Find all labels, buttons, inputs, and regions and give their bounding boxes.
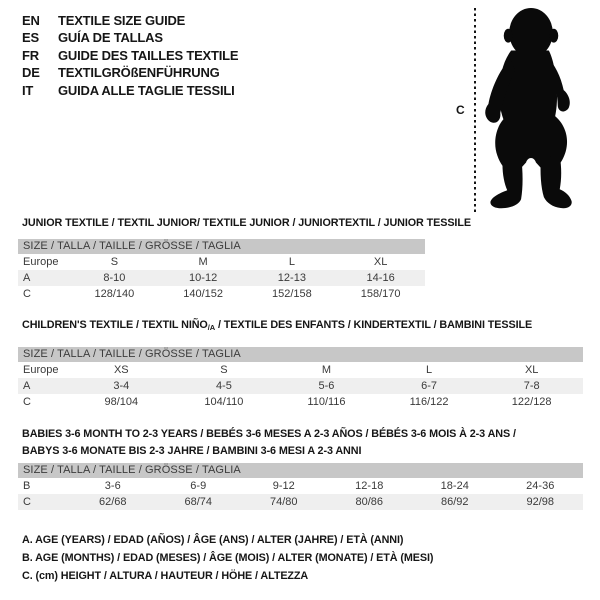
row-label: A bbox=[23, 272, 31, 284]
height-cell: 152/158 bbox=[271, 288, 312, 300]
column-header: XS bbox=[113, 364, 129, 376]
height-cell: 158/170 bbox=[360, 288, 401, 300]
age-cell: 4-5 bbox=[215, 380, 232, 392]
height-cell: 74/80 bbox=[269, 496, 298, 508]
table-row-height bbox=[18, 286, 425, 302]
table-size-header: SIZE / TALLA / TAILLE / GRÖSSE / TAGLIA bbox=[18, 463, 583, 478]
language-code: IT bbox=[22, 82, 34, 98]
age-cell: 10-12 bbox=[189, 272, 218, 284]
row-label: B bbox=[23, 480, 31, 492]
language-title: TEXTILE SIZE GUIDE bbox=[58, 13, 186, 28]
column-header: S bbox=[220, 364, 228, 376]
language-title: TEXTILGRÖßENFÜHRUNG bbox=[58, 65, 220, 81]
language-title: GUIDE DES TAILLES TEXTILE bbox=[58, 47, 239, 63]
table-row-age bbox=[18, 270, 425, 286]
table-row-height bbox=[18, 394, 583, 410]
height-marker-label: C bbox=[456, 103, 465, 117]
height-marker-dashed-line bbox=[474, 8, 476, 213]
column-header: S bbox=[110, 256, 119, 268]
column-header: XL bbox=[373, 256, 388, 268]
section-title-children-suffix: / TEXTILE DES ENFANTS / KINDERTEXTIL / BAMBINI TESSILE bbox=[215, 319, 533, 331]
language-code: DE bbox=[22, 65, 40, 81]
legend-line-b: B. AGE (MONTHS) / EDAD (MESES) / ÂGE (MOIS) / ALTER (MONATE) / ETÀ (MESI) bbox=[22, 552, 434, 564]
table-row-age bbox=[18, 378, 583, 394]
language-title: GUÍA DE TALLAS bbox=[58, 30, 163, 46]
section-title-junior: JUNIOR TEXTILE / TEXTIL JUNIOR/ TEXTILE JUNIOR / JUNIORTEXTIL / JUNIOR TESSILE bbox=[22, 217, 471, 229]
language-row bbox=[22, 82, 238, 99]
baby-height-figure bbox=[455, 4, 587, 216]
height-cell: 116/122 bbox=[409, 396, 449, 408]
region-label: Europe bbox=[23, 256, 59, 268]
table-row-columns bbox=[18, 254, 425, 270]
age-cell: 6-7 bbox=[421, 380, 438, 392]
language-row bbox=[22, 47, 238, 64]
section-title-children-subscript: /A bbox=[207, 323, 216, 332]
baby-silhouette-icon bbox=[481, 5, 581, 213]
table-size-header: SIZE / TALLA / TAILLE / GRÖSSE / TAGLIA bbox=[18, 239, 425, 254]
age-cell: 5-6 bbox=[318, 380, 335, 392]
age-cell: 14-16 bbox=[366, 272, 395, 284]
language-row bbox=[22, 64, 238, 81]
height-cell: 62/68 bbox=[98, 496, 127, 508]
row-label: A bbox=[23, 380, 31, 392]
height-cell: 128/140 bbox=[94, 288, 135, 300]
height-cell: 98/104 bbox=[104, 396, 139, 408]
row-label: C bbox=[23, 396, 31, 408]
column-header: XL bbox=[524, 364, 539, 376]
column-header: L bbox=[288, 256, 295, 268]
height-cell: 104/110 bbox=[204, 396, 244, 408]
column-header: M bbox=[321, 364, 332, 376]
table-size-header: SIZE / TALLA / TAILLE / GRÖSSE / TAGLIA bbox=[18, 347, 583, 362]
age-cell: 7-8 bbox=[523, 380, 540, 392]
age-cell: 12-18 bbox=[355, 480, 384, 492]
age-cell: 24-36 bbox=[526, 480, 555, 492]
age-cell: 3-6 bbox=[104, 480, 121, 492]
language-guide-block bbox=[22, 12, 238, 99]
age-cell: 6-9 bbox=[190, 480, 207, 492]
height-cell: 68/74 bbox=[184, 496, 213, 508]
age-cell: 8-10 bbox=[103, 272, 126, 284]
language-code: EN bbox=[22, 13, 40, 28]
region-label: Europe bbox=[23, 364, 59, 376]
children-size-table bbox=[18, 347, 583, 410]
section-title-children-prefix: CHILDREN'S TEXTILE / TEXTIL NIÑO bbox=[22, 319, 208, 331]
height-cell: 86/92 bbox=[440, 496, 469, 508]
table-row-age-months bbox=[18, 478, 583, 494]
row-label: C bbox=[23, 496, 31, 508]
legend-line-c: C. (cm) HEIGHT / ALTURA / HAUTEUR / HÖHE / ALTEZZA bbox=[22, 570, 309, 582]
babies-size-table bbox=[18, 463, 583, 510]
section-title-babies-line1: BABIES 3-6 MONTH TO 2-3 YEARS / BEBÉS 3-6 MESES A 2-3 AÑOS / BÉBÉS 3-6 MOIS À 2-3 ANS / bbox=[22, 428, 516, 440]
section-title-babies bbox=[22, 426, 516, 459]
age-cell: 18-24 bbox=[440, 480, 469, 492]
junior-size-table bbox=[18, 239, 425, 302]
age-cell: 9-12 bbox=[272, 480, 295, 492]
section-title-babies-line2: BABYS 3-6 MONATE BIS 2-3 JAHRE / BAMBINI 3-6 MESI A 2-3 ANNI bbox=[22, 444, 362, 457]
language-code: FR bbox=[22, 47, 39, 63]
column-header: M bbox=[198, 256, 208, 268]
measurement-legend bbox=[22, 531, 433, 585]
height-cell: 92/98 bbox=[526, 496, 555, 508]
table-row-columns bbox=[18, 362, 583, 378]
section-title-children bbox=[22, 319, 532, 332]
table-row-height bbox=[18, 494, 583, 510]
column-header: L bbox=[426, 364, 433, 376]
language-title: GUIDA ALLE TAGLIE TESSILI bbox=[58, 82, 235, 98]
language-row bbox=[22, 12, 238, 29]
age-cell: 3-4 bbox=[113, 380, 130, 392]
language-code: ES bbox=[22, 30, 39, 46]
height-cell: 80/86 bbox=[355, 496, 384, 508]
age-cell: 12-13 bbox=[277, 272, 306, 284]
height-cell: 110/116 bbox=[307, 396, 346, 408]
height-cell: 122/128 bbox=[511, 396, 552, 408]
legend-line-a: A. AGE (YEARS) / EDAD (AÑOS) / ÂGE (ANS) / ALTER (JAHRE) / ETÀ (ANNI) bbox=[22, 534, 404, 546]
height-cell: 140/152 bbox=[183, 288, 223, 300]
row-label: C bbox=[23, 288, 31, 300]
language-row bbox=[22, 29, 238, 46]
